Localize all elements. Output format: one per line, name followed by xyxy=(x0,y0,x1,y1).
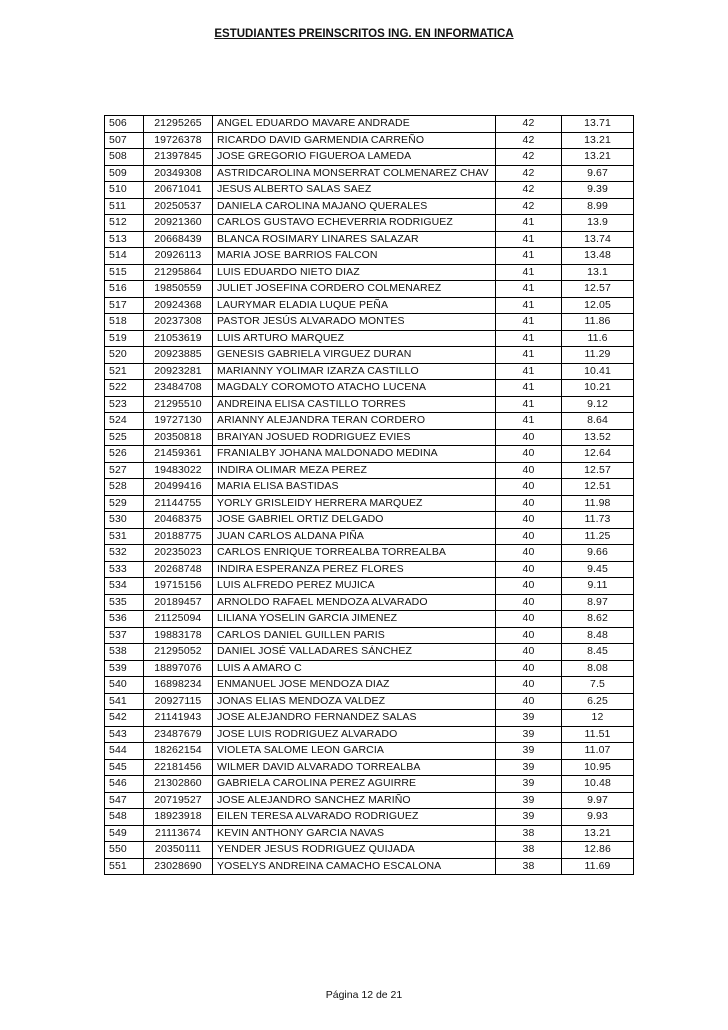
score-cell: 41 xyxy=(496,281,562,298)
student-id-cell: 20350818 xyxy=(144,429,213,446)
score-cell: 41 xyxy=(496,330,562,347)
table-row xyxy=(105,264,634,281)
student-id-cell: 16898234 xyxy=(144,677,213,694)
score-cell: 39 xyxy=(496,759,562,776)
score-cell: 41 xyxy=(496,264,562,281)
average-cell: 9.39 xyxy=(562,182,634,199)
table-row xyxy=(105,627,634,644)
student-id-cell: 21295510 xyxy=(144,396,213,413)
student-name-cell: ARIANNY ALEJANDRA TERAN CORDERO xyxy=(213,413,496,430)
student-id-cell: 20719527 xyxy=(144,792,213,809)
row-number-cell: 523 xyxy=(105,396,144,413)
student-id-cell: 21295052 xyxy=(144,644,213,661)
row-number-cell: 526 xyxy=(105,446,144,463)
row-number-cell: 529 xyxy=(105,495,144,512)
average-cell: 9.67 xyxy=(562,165,634,182)
row-number-cell: 540 xyxy=(105,677,144,694)
student-name-cell: EILEN TERESA ALVARADO RODRIGUEZ xyxy=(213,809,496,826)
row-number-cell: 524 xyxy=(105,413,144,430)
score-cell: 40 xyxy=(496,578,562,595)
row-number-cell: 535 xyxy=(105,594,144,611)
table-row xyxy=(105,297,634,314)
table-row xyxy=(105,149,634,166)
document-title xyxy=(0,28,728,40)
table-row xyxy=(105,561,634,578)
student-name-cell: JESUS ALBERTO SALAS SAEZ xyxy=(213,182,496,199)
row-number-cell: 519 xyxy=(105,330,144,347)
student-name-cell: JOSE LUIS RODRIGUEZ ALVARADO xyxy=(213,726,496,743)
student-id-cell: 19726378 xyxy=(144,132,213,149)
average-cell: 9.66 xyxy=(562,545,634,562)
average-cell: 11.69 xyxy=(562,858,634,875)
student-id-cell: 23028690 xyxy=(144,858,213,875)
average-cell: 13.21 xyxy=(562,132,634,149)
student-id-cell: 19850559 xyxy=(144,281,213,298)
student-name-cell: RICARDO DAVID GARMENDIA CARREÑO xyxy=(213,132,496,149)
student-name-cell: JOSE ALEJANDRO SANCHEZ MARIÑO xyxy=(213,792,496,809)
average-cell: 13.1 xyxy=(562,264,634,281)
average-cell: 9.93 xyxy=(562,809,634,826)
row-number-cell: 543 xyxy=(105,726,144,743)
average-cell: 13.48 xyxy=(562,248,634,265)
average-cell: 8.48 xyxy=(562,627,634,644)
student-name-cell: LUIS EDUARDO NIETO DIAZ xyxy=(213,264,496,281)
average-cell: 8.97 xyxy=(562,594,634,611)
table-row xyxy=(105,132,634,149)
student-name-cell: MARIANNY YOLIMAR IZARZA CASTILLO xyxy=(213,363,496,380)
score-cell: 39 xyxy=(496,809,562,826)
student-name-cell: GENESIS GABRIELA VIRGUEZ DURAN xyxy=(213,347,496,364)
student-id-cell: 20350111 xyxy=(144,842,213,859)
student-id-cell: 19883178 xyxy=(144,627,213,644)
score-cell: 40 xyxy=(496,545,562,562)
row-number-cell: 549 xyxy=(105,825,144,842)
table-row xyxy=(105,215,634,232)
average-cell: 11.25 xyxy=(562,528,634,545)
table-row xyxy=(105,479,634,496)
table-row xyxy=(105,512,634,529)
table-row xyxy=(105,545,634,562)
score-cell: 40 xyxy=(496,677,562,694)
average-cell: 9.11 xyxy=(562,578,634,595)
average-cell: 9.97 xyxy=(562,792,634,809)
row-number-cell: 509 xyxy=(105,165,144,182)
student-id-cell: 20499416 xyxy=(144,479,213,496)
score-cell: 40 xyxy=(496,429,562,446)
student-id-cell: 20235023 xyxy=(144,545,213,562)
row-number-cell: 522 xyxy=(105,380,144,397)
table-row xyxy=(105,528,634,545)
average-cell: 13.74 xyxy=(562,231,634,248)
score-cell: 41 xyxy=(496,297,562,314)
average-cell: 8.99 xyxy=(562,198,634,215)
student-name-cell: JOSE ALEJANDRO FERNANDEZ SALAS xyxy=(213,710,496,727)
score-cell: 40 xyxy=(496,611,562,628)
score-cell: 41 xyxy=(496,380,562,397)
student-id-cell: 20237308 xyxy=(144,314,213,331)
row-number-cell: 541 xyxy=(105,693,144,710)
table-row xyxy=(105,363,634,380)
average-cell: 12.86 xyxy=(562,842,634,859)
row-number-cell: 544 xyxy=(105,743,144,760)
table-row xyxy=(105,198,634,215)
student-name-cell: MAGDALY COROMOTO ATACHO LUCENA xyxy=(213,380,496,397)
score-cell: 40 xyxy=(496,495,562,512)
student-id-cell: 23487679 xyxy=(144,726,213,743)
student-name-cell: CARLOS DANIEL GUILLEN PARIS xyxy=(213,627,496,644)
average-cell: 8.45 xyxy=(562,644,634,661)
table-row xyxy=(105,660,634,677)
student-name-cell: YORLY GRISLEIDY HERRERA MARQUEZ xyxy=(213,495,496,512)
student-name-cell: CARLOS ENRIQUE TORREALBA TORREALBA xyxy=(213,545,496,562)
table-row xyxy=(105,314,634,331)
student-name-cell: LAURYMAR ELADIA LUQUE PEÑA xyxy=(213,297,496,314)
student-id-cell: 20468375 xyxy=(144,512,213,529)
score-cell: 41 xyxy=(496,314,562,331)
score-cell: 40 xyxy=(496,446,562,463)
student-id-cell: 20671041 xyxy=(144,182,213,199)
score-cell: 42 xyxy=(496,116,562,133)
page-number: Página 12 de 21 xyxy=(325,989,403,1001)
document-title-text: ESTUDIANTES PREINSCRITOS ING. EN INFORMATICA xyxy=(214,28,514,40)
average-cell: 11.98 xyxy=(562,495,634,512)
student-name-cell: JUAN CARLOS ALDANA PIÑA xyxy=(213,528,496,545)
student-id-cell: 19483022 xyxy=(144,462,213,479)
row-number-cell: 516 xyxy=(105,281,144,298)
score-cell: 40 xyxy=(496,627,562,644)
score-cell: 41 xyxy=(496,215,562,232)
score-cell: 39 xyxy=(496,726,562,743)
student-name-cell: KEVIN ANTHONY GARCIA NAVAS xyxy=(213,825,496,842)
student-id-cell: 21125094 xyxy=(144,611,213,628)
average-cell: 9.12 xyxy=(562,396,634,413)
table-row xyxy=(105,858,634,875)
student-id-cell: 21053619 xyxy=(144,330,213,347)
average-cell: 8.64 xyxy=(562,413,634,430)
student-id-cell: 20924368 xyxy=(144,297,213,314)
student-id-cell: 20188775 xyxy=(144,528,213,545)
students-table xyxy=(104,115,634,875)
student-id-cell: 20923885 xyxy=(144,347,213,364)
student-name-cell: BRAIYAN JOSUED RODRIGUEZ EVIES xyxy=(213,429,496,446)
row-number-cell: 545 xyxy=(105,759,144,776)
student-name-cell: MARIA JOSE BARRIOS FALCON xyxy=(213,248,496,265)
student-id-cell: 21302860 xyxy=(144,776,213,793)
student-id-cell: 21295864 xyxy=(144,264,213,281)
row-number-cell: 511 xyxy=(105,198,144,215)
student-name-cell: JOSE GABRIEL ORTIZ DELGADO xyxy=(213,512,496,529)
row-number-cell: 513 xyxy=(105,231,144,248)
score-cell: 40 xyxy=(496,644,562,661)
score-cell: 40 xyxy=(496,594,562,611)
average-cell: 10.48 xyxy=(562,776,634,793)
student-name-cell: ANDREINA ELISA CASTILLO TORRES xyxy=(213,396,496,413)
student-name-cell: YENDER JESUS RODRIGUEZ QUIJADA xyxy=(213,842,496,859)
student-name-cell: ANGEL EDUARDO MAVARE ANDRADE xyxy=(213,116,496,133)
table-row xyxy=(105,396,634,413)
average-cell: 13.9 xyxy=(562,215,634,232)
student-id-cell: 20923281 xyxy=(144,363,213,380)
student-id-cell: 21113674 xyxy=(144,825,213,842)
student-id-cell: 20189457 xyxy=(144,594,213,611)
student-name-cell: INDIRA OLIMAR MEZA PEREZ xyxy=(213,462,496,479)
student-name-cell: LILIANA YOSELIN GARCIA JIMENEZ xyxy=(213,611,496,628)
student-name-cell: LUIS ARTURO MARQUEZ xyxy=(213,330,496,347)
student-name-cell: LUIS A AMARO C xyxy=(213,660,496,677)
average-cell: 12 xyxy=(562,710,634,727)
score-cell: 41 xyxy=(496,413,562,430)
average-cell: 10.95 xyxy=(562,759,634,776)
student-name-cell: VIOLETA SALOME LEON GARCIA xyxy=(213,743,496,760)
table-row xyxy=(105,759,634,776)
score-cell: 42 xyxy=(496,198,562,215)
student-id-cell: 20926113 xyxy=(144,248,213,265)
table-row xyxy=(105,825,634,842)
row-number-cell: 531 xyxy=(105,528,144,545)
row-number-cell: 528 xyxy=(105,479,144,496)
row-number-cell: 533 xyxy=(105,561,144,578)
row-number-cell: 514 xyxy=(105,248,144,265)
score-cell: 40 xyxy=(496,660,562,677)
average-cell: 12.64 xyxy=(562,446,634,463)
student-id-cell: 22181456 xyxy=(144,759,213,776)
student-name-cell: LUIS ALFREDO PEREZ MUJICA xyxy=(213,578,496,595)
student-id-cell: 20921360 xyxy=(144,215,213,232)
student-id-cell: 21144755 xyxy=(144,495,213,512)
score-cell: 40 xyxy=(496,479,562,496)
average-cell: 10.41 xyxy=(562,363,634,380)
table-row xyxy=(105,677,634,694)
students-table-body xyxy=(105,116,634,875)
student-id-cell: 18262154 xyxy=(144,743,213,760)
average-cell: 7.5 xyxy=(562,677,634,694)
table-row xyxy=(105,281,634,298)
table-row xyxy=(105,611,634,628)
student-name-cell: BLANCA ROSIMARY LINARES SALAZAR xyxy=(213,231,496,248)
row-number-cell: 527 xyxy=(105,462,144,479)
score-cell: 38 xyxy=(496,825,562,842)
student-name-cell: DANIEL JOSÉ VALLADARES SÁNCHEZ xyxy=(213,644,496,661)
row-number-cell: 537 xyxy=(105,627,144,644)
student-name-cell: PASTOR JESÚS ALVARADO MONTES xyxy=(213,314,496,331)
student-id-cell: 20250537 xyxy=(144,198,213,215)
score-cell: 42 xyxy=(496,165,562,182)
score-cell: 41 xyxy=(496,248,562,265)
row-number-cell: 550 xyxy=(105,842,144,859)
table-row xyxy=(105,578,634,595)
average-cell: 11.73 xyxy=(562,512,634,529)
row-number-cell: 548 xyxy=(105,809,144,826)
table-row xyxy=(105,776,634,793)
student-name-cell: DANIELA CAROLINA MAJANO QUERALES xyxy=(213,198,496,215)
average-cell: 12.57 xyxy=(562,281,634,298)
average-cell: 10.21 xyxy=(562,380,634,397)
score-cell: 40 xyxy=(496,512,562,529)
student-id-cell: 20927115 xyxy=(144,693,213,710)
student-name-cell: JOSE GREGORIO FIGUEROA LAMEDA xyxy=(213,149,496,166)
table-row xyxy=(105,693,634,710)
table-row xyxy=(105,248,634,265)
student-id-cell: 19727130 xyxy=(144,413,213,430)
row-number-cell: 542 xyxy=(105,710,144,727)
student-id-cell: 19715156 xyxy=(144,578,213,595)
score-cell: 39 xyxy=(496,776,562,793)
row-number-cell: 515 xyxy=(105,264,144,281)
student-name-cell: JULIET JOSEFINA CORDERO COLMENAREZ xyxy=(213,281,496,298)
table-row xyxy=(105,594,634,611)
score-cell: 39 xyxy=(496,792,562,809)
row-number-cell: 510 xyxy=(105,182,144,199)
average-cell: 13.21 xyxy=(562,825,634,842)
student-name-cell: ENMANUEL JOSE MENDOZA DIAZ xyxy=(213,677,496,694)
average-cell: 12.51 xyxy=(562,479,634,496)
table-row xyxy=(105,413,634,430)
student-id-cell: 18897076 xyxy=(144,660,213,677)
row-number-cell: 521 xyxy=(105,363,144,380)
score-cell: 42 xyxy=(496,182,562,199)
table-row xyxy=(105,330,634,347)
student-id-cell: 18923918 xyxy=(144,809,213,826)
average-cell: 8.62 xyxy=(562,611,634,628)
table-row xyxy=(105,429,634,446)
table-row xyxy=(105,809,634,826)
student-id-cell: 21459361 xyxy=(144,446,213,463)
table-row xyxy=(105,347,634,364)
score-cell: 41 xyxy=(496,347,562,364)
student-id-cell: 21295265 xyxy=(144,116,213,133)
student-name-cell: CARLOS GUSTAVO ECHEVERRIA RODRIGUEZ xyxy=(213,215,496,232)
row-number-cell: 551 xyxy=(105,858,144,875)
row-number-cell: 536 xyxy=(105,611,144,628)
average-cell: 11.6 xyxy=(562,330,634,347)
table-row xyxy=(105,446,634,463)
score-cell: 40 xyxy=(496,561,562,578)
row-number-cell: 520 xyxy=(105,347,144,364)
row-number-cell: 546 xyxy=(105,776,144,793)
student-name-cell: FRANIALBY JOHANA MALDONADO MEDINA xyxy=(213,446,496,463)
student-name-cell: INDIRA ESPERANZA PEREZ FLORES xyxy=(213,561,496,578)
table-row xyxy=(105,743,634,760)
student-name-cell: YOSELYS ANDREINA CAMACHO ESCALONA xyxy=(213,858,496,875)
average-cell: 13.21 xyxy=(562,149,634,166)
table-row xyxy=(105,495,634,512)
average-cell: 11.07 xyxy=(562,743,634,760)
table-row xyxy=(105,842,634,859)
average-cell: 12.05 xyxy=(562,297,634,314)
table-row xyxy=(105,792,634,809)
table-row xyxy=(105,116,634,133)
table-row xyxy=(105,182,634,199)
score-cell: 38 xyxy=(496,842,562,859)
table-row xyxy=(105,462,634,479)
average-cell: 12.57 xyxy=(562,462,634,479)
student-name-cell: MARIA ELISA BASTIDAS xyxy=(213,479,496,496)
student-id-cell: 20349308 xyxy=(144,165,213,182)
score-cell: 42 xyxy=(496,132,562,149)
average-cell: 13.71 xyxy=(562,116,634,133)
score-cell: 38 xyxy=(496,858,562,875)
row-number-cell: 534 xyxy=(105,578,144,595)
average-cell: 11.29 xyxy=(562,347,634,364)
score-cell: 41 xyxy=(496,396,562,413)
row-number-cell: 538 xyxy=(105,644,144,661)
table-row xyxy=(105,231,634,248)
student-name-cell: ASTRIDCAROLINA MONSERRAT COLMENAREZ CHAV xyxy=(213,165,496,182)
average-cell: 8.08 xyxy=(562,660,634,677)
row-number-cell: 518 xyxy=(105,314,144,331)
student-name-cell: JONAS ELIAS MENDOZA VALDEZ xyxy=(213,693,496,710)
row-number-cell: 506 xyxy=(105,116,144,133)
score-cell: 41 xyxy=(496,231,562,248)
average-cell: 11.86 xyxy=(562,314,634,331)
student-id-cell: 21141943 xyxy=(144,710,213,727)
row-number-cell: 539 xyxy=(105,660,144,677)
student-id-cell: 20668439 xyxy=(144,231,213,248)
student-name-cell: WILMER DAVID ALVARADO TORREALBA xyxy=(213,759,496,776)
score-cell: 40 xyxy=(496,462,562,479)
row-number-cell: 517 xyxy=(105,297,144,314)
row-number-cell: 525 xyxy=(105,429,144,446)
average-cell: 13.52 xyxy=(562,429,634,446)
student-id-cell: 20268748 xyxy=(144,561,213,578)
score-cell: 40 xyxy=(496,528,562,545)
student-id-cell: 21397845 xyxy=(144,149,213,166)
student-id-cell: 23484708 xyxy=(144,380,213,397)
table-row xyxy=(105,380,634,397)
row-number-cell: 530 xyxy=(105,512,144,529)
row-number-cell: 507 xyxy=(105,132,144,149)
score-cell: 42 xyxy=(496,149,562,166)
average-cell: 6.25 xyxy=(562,693,634,710)
row-number-cell: 532 xyxy=(105,545,144,562)
student-name-cell: ARNOLDO RAFAEL MENDOZA ALVARADO xyxy=(213,594,496,611)
score-cell: 40 xyxy=(496,693,562,710)
row-number-cell: 508 xyxy=(105,149,144,166)
row-number-cell: 547 xyxy=(105,792,144,809)
average-cell: 11.51 xyxy=(562,726,634,743)
score-cell: 39 xyxy=(496,743,562,760)
student-name-cell: GABRIELA CAROLINA PEREZ AGUIRRE xyxy=(213,776,496,793)
score-cell: 39 xyxy=(496,710,562,727)
table-row xyxy=(105,165,634,182)
table-row xyxy=(105,726,634,743)
table-row xyxy=(105,710,634,727)
average-cell: 9.45 xyxy=(562,561,634,578)
row-number-cell: 512 xyxy=(105,215,144,232)
score-cell: 41 xyxy=(496,363,562,380)
table-row xyxy=(105,644,634,661)
